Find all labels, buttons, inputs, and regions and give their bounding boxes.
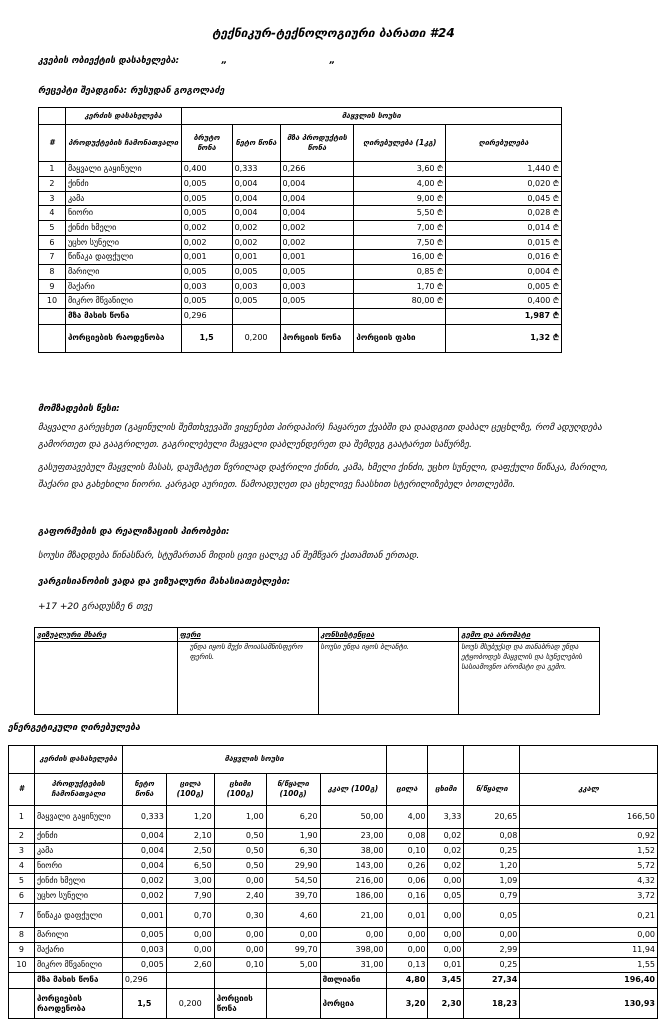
t1-portion-price-label: პორციის ფასი [354, 324, 446, 352]
t2-header-product: პროდუქტების ჩამონათვალი [34, 773, 122, 805]
t2-cell-protein100: 3,00 [166, 874, 214, 889]
t2-cell-kcal: 3,72 [520, 889, 658, 904]
storage-title: ვარგისიანობის ვადა და ვიზუალური მახასიათებლები: [38, 577, 291, 587]
t2-portion-weight-value: 0,200 [166, 989, 214, 1019]
energy-table [8, 745, 658, 1019]
t1-header-product: პროდუქტების ჩამონათვალი [65, 124, 181, 162]
t2-cell-num: 6 [9, 889, 35, 904]
visual-cell-consistency: სოუსი უნდა იყოს ბლანტი. [318, 642, 459, 715]
t1-portions-label: პორციების რაოდენობა [65, 324, 181, 352]
t1-cell-cost: 0,045 ₾ [446, 191, 562, 206]
t2-header-carb: ნ/წყალი [464, 773, 520, 805]
t2-cell-carb: 2,99 [464, 942, 520, 957]
t2-cell-fat: 0,02 [428, 844, 464, 859]
t2-cell-protein100: 2,50 [166, 844, 214, 859]
t2-header-num: # [9, 773, 35, 805]
t2-cell-protein100: 6,50 [166, 859, 214, 874]
t2-row [9, 844, 658, 859]
t1-cell-price-kg: 4,00 ₾ [354, 177, 446, 192]
t1-cell-total: 0,002 [280, 221, 354, 236]
t1-cell-cost: 1,440 ₾ [446, 162, 562, 177]
t1-cell-cost: 0,015 ₾ [446, 235, 562, 250]
t2-cell-net: 0,003 [122, 942, 166, 957]
t2-cell-net: 0,004 [122, 859, 166, 874]
t1-cell-cost: 0,020 ₾ [446, 177, 562, 192]
t2-header-kcal100: კკალ (100გ) [320, 773, 386, 805]
t2-row [9, 829, 658, 844]
t1-total-cost: 1,987 ₾ [446, 309, 562, 325]
t1-cell-cost: 0,005 ₾ [446, 279, 562, 294]
t1-cell-gross: 0,005 [181, 191, 232, 206]
t2-cell-fat100: 0,50 [214, 844, 266, 859]
t2-cell-fat: 0,02 [428, 829, 464, 844]
t2-cell-kcal100: 0,00 [320, 927, 386, 942]
t2-cell-product: მაყვალი გაყინული [34, 805, 122, 829]
t1-cell-cost: 0,004 ₾ [446, 265, 562, 280]
t2-portion-kcal: 130,93 [520, 989, 658, 1019]
t1-cell-gross: 0,002 [181, 221, 232, 236]
t2-cell-num: 5 [9, 874, 35, 889]
t1-header-num: # [39, 124, 66, 162]
t2-cell-protein100: 0,00 [166, 927, 214, 942]
t1-cell-net: 0,003 [232, 279, 280, 294]
t2-cell-kcal: 4,32 [520, 874, 658, 889]
t2-total-label: მზა მასის წონა [34, 972, 122, 988]
t1-cell-gross: 0,400 [181, 162, 232, 177]
t1-row [39, 235, 562, 250]
t2-portions-value: 1,5 [122, 989, 166, 1019]
t2-cell-fat100: 0,50 [214, 829, 266, 844]
t2-cell-carb: 0,00 [464, 927, 520, 942]
t1-cell-num: 9 [39, 279, 66, 294]
t1-cell-gross: 0,005 [181, 177, 232, 192]
t2-cell-carb: 0,79 [464, 889, 520, 904]
t2-cell-net: 0,001 [122, 904, 166, 928]
t2-cell-carb100: 1,90 [266, 829, 320, 844]
t2-cell-product: შაქარი [34, 942, 122, 957]
t2-total-net: 0,296 [122, 972, 166, 988]
t2-header-net: ნეტო წონა [122, 773, 166, 805]
t2-cell-num: 4 [9, 859, 35, 874]
t2-cell-protein: 0,01 [386, 904, 428, 928]
t1-cell-price-kg: 0,85 ₾ [354, 265, 446, 280]
t1-header-total: მზა პროდუქტის წონა [280, 124, 354, 162]
t2-cell-protein100: 2,10 [166, 829, 214, 844]
t1-cell-total: 0,005 [280, 294, 354, 309]
t2-cell-net: 0,004 [122, 829, 166, 844]
t1-portion-weight-label: პორციის წონა [280, 324, 354, 352]
t1-cell-num: 7 [39, 250, 66, 265]
visual-header-color: ფერი [177, 628, 318, 642]
t2-cell-product: ნიორი [34, 859, 122, 874]
t2-cell-protein: 0,16 [386, 889, 428, 904]
t2-cell-carb: 0,25 [464, 957, 520, 972]
t2-cell-carb100: 6,30 [266, 844, 320, 859]
t1-portion-weight-value: 0,200 [232, 324, 280, 352]
t1-portions-value: 1,5 [181, 324, 232, 352]
t2-cell-net: 0,002 [122, 889, 166, 904]
t1-cell-product: მარილი [65, 265, 181, 280]
t2-cell-protein100: 1,20 [166, 805, 214, 829]
t2-cell-kcal100: 216,00 [320, 874, 386, 889]
t2-cell-carb: 0,05 [464, 904, 520, 928]
t2-cell-kcal100: 21,00 [320, 904, 386, 928]
t2-cell-carb: 1,20 [464, 859, 520, 874]
t2-header-dish-name: მაყვლის სოუსი [122, 746, 386, 774]
t2-cell-kcal: 0,00 [520, 927, 658, 942]
t1-row [39, 162, 562, 177]
t2-cell-carb100: 5,00 [266, 957, 320, 972]
t1-cell-gross: 0,005 [181, 265, 232, 280]
t2-cell-kcal100: 31,00 [320, 957, 386, 972]
t2-cell-fat: 0,05 [428, 889, 464, 904]
t1-header-net: ნეტო წონა [232, 124, 280, 162]
t2-cell-protein100: 7,90 [166, 889, 214, 904]
t1-cell-num: 2 [39, 177, 66, 192]
t2-cell-fat100: 0,50 [214, 859, 266, 874]
t1-cell-num: 8 [39, 265, 66, 280]
visual-header-consistency: კონსისტენცია [318, 628, 459, 642]
t2-cell-carb100: 0,00 [266, 927, 320, 942]
t1-cell-net: 0,004 [232, 177, 280, 192]
t2-cell-kcal: 0,21 [520, 904, 658, 928]
t2-portion-weight-label: პორციის წონა [214, 989, 266, 1019]
t2-cell-product: წიწაკა დაფქული [34, 904, 122, 928]
t1-row [39, 191, 562, 206]
t2-header-protein100: ცილა (100გ) [166, 773, 214, 805]
t2-cell-kcal100: 50,00 [320, 805, 386, 829]
t1-cell-total: 0,004 [280, 191, 354, 206]
t2-row [9, 874, 658, 889]
t1-cell-net: 0,004 [232, 206, 280, 221]
t2-cell-num: 2 [9, 829, 35, 844]
t1-cell-net: 0,002 [232, 235, 280, 250]
t1-cell-product: მაყვალი გაყინული [65, 162, 181, 177]
t2-cell-fat100: 0,00 [214, 942, 266, 957]
t2-cell-carb100: 99,70 [266, 942, 320, 957]
t1-header-cost: ღირებულება [446, 124, 562, 162]
t2-portions-label: პორციების რაოდენობა [34, 989, 122, 1019]
t2-cell-product: მიკრო მწვანილი [34, 957, 122, 972]
t2-total-kcal: 196,40 [520, 972, 658, 988]
t2-cell-fat: 0,01 [428, 957, 464, 972]
t2-cell-carb100: 6,20 [266, 805, 320, 829]
t2-cell-num: 10 [9, 957, 35, 972]
t2-portion-fat: 2,30 [428, 989, 464, 1019]
t2-cell-fat: 3,33 [428, 805, 464, 829]
t2-cell-carb: 0,25 [464, 844, 520, 859]
t2-header-protein: ცილა [386, 773, 428, 805]
t2-cell-kcal100: 143,00 [320, 859, 386, 874]
dish-quote-open: „ [221, 56, 228, 66]
t1-cell-cost: 0,014 ₾ [446, 221, 562, 236]
t1-row [39, 250, 562, 265]
t2-cell-protein100: 0,00 [166, 942, 214, 957]
t1-cell-price-kg: 16,00 ₾ [354, 250, 446, 265]
t1-cell-price-kg: 9,00 ₾ [354, 191, 446, 206]
t1-cell-price-kg: 1,70 ₾ [354, 279, 446, 294]
t2-cell-fat: 0,00 [428, 874, 464, 889]
t2-total-sum-label: მთლიანი [320, 972, 386, 988]
t1-cell-cost: 0,400 ₾ [446, 294, 562, 309]
t2-cell-fat100: 2,40 [214, 889, 266, 904]
t2-cell-kcal100: 186,00 [320, 889, 386, 904]
t1-cell-total: 0,005 [280, 265, 354, 280]
t2-cell-kcal100: 38,00 [320, 844, 386, 859]
t2-cell-fat: 0,00 [428, 942, 464, 957]
t1-cell-total: 0,002 [280, 235, 354, 250]
t1-cell-num: 4 [39, 206, 66, 221]
t1-cell-product: ნიორი [65, 206, 181, 221]
t2-row [9, 889, 658, 904]
t2-cell-fat100: 0,00 [214, 927, 266, 942]
t1-row [39, 177, 562, 192]
t2-portion-protein: 3,20 [386, 989, 428, 1019]
storage-text: +17 +20 გრადუსზე 6 თვე [38, 602, 153, 612]
t2-header-kcal: კკალ [520, 773, 658, 805]
prep-title: მომზადების წესი: [38, 404, 120, 414]
t1-cell-net: 0,001 [232, 250, 280, 265]
t1-cell-total: 0,004 [280, 177, 354, 192]
t2-cell-num: 7 [9, 904, 35, 928]
t2-cell-product: ქინძი ხმელი [34, 874, 122, 889]
t1-total-gross: 0,296 [181, 309, 232, 325]
visual-cell-side [35, 642, 178, 715]
t1-row [39, 265, 562, 280]
t2-cell-product: ქინძი [34, 829, 122, 844]
visual-header-side: ვიზუალური მხარე [35, 628, 178, 642]
t2-cell-protein: 0,00 [386, 927, 428, 942]
t2-cell-num: 1 [9, 805, 35, 829]
t2-cell-net: 0,005 [122, 957, 166, 972]
dish-quote-close: „ [329, 56, 336, 66]
t1-cell-net: 0,005 [232, 294, 280, 309]
t2-row [9, 927, 658, 942]
t2-total-fat: 3,45 [428, 972, 464, 988]
t1-total-label: მზა მასის წონა [65, 309, 181, 325]
t1-cell-total: 0,003 [280, 279, 354, 294]
t1-cell-price-kg: 3,60 ₾ [354, 162, 446, 177]
t2-row [9, 942, 658, 957]
t2-row [9, 904, 658, 928]
t1-cell-net: 0,005 [232, 265, 280, 280]
t2-cell-fat100: 0,00 [214, 874, 266, 889]
t2-cell-protein: 0,06 [386, 874, 428, 889]
t2-portion-label: პორცია [320, 989, 386, 1019]
t1-cell-num: 10 [39, 294, 66, 309]
t2-cell-protein100: 2,60 [166, 957, 214, 972]
t2-cell-kcal: 1,55 [520, 957, 658, 972]
t2-cell-protein100: 0,70 [166, 904, 214, 928]
t2-cell-kcal100: 23,00 [320, 829, 386, 844]
t2-cell-kcal100: 398,00 [320, 942, 386, 957]
t1-header-gross: ბრუტო წონა [181, 124, 232, 162]
t1-cell-product: მიკრო მწვანილი [65, 294, 181, 309]
t1-cell-price-kg: 80,00 ₾ [354, 294, 446, 309]
t2-header-carb100: ნ/წყალი (100გ) [266, 773, 320, 805]
visual-table [34, 627, 600, 715]
t2-cell-protein: 0,08 [386, 829, 428, 844]
t2-cell-product: მარილი [34, 927, 122, 942]
t1-cell-total: 0,004 [280, 206, 354, 221]
t2-row [9, 859, 658, 874]
t2-cell-carb100: 29,90 [266, 859, 320, 874]
t2-cell-net: 0,002 [122, 874, 166, 889]
t1-cell-product: წიწაკა დაფქული [65, 250, 181, 265]
t2-cell-num: 8 [9, 927, 35, 942]
t1-cell-price-kg: 7,00 ₾ [354, 221, 446, 236]
t1-cell-total: 0,001 [280, 250, 354, 265]
t2-cell-fat: 0,00 [428, 904, 464, 928]
t1-cell-product: უცხო სუნელი [65, 235, 181, 250]
t1-cell-cost: 0,028 ₾ [446, 206, 562, 221]
t2-cell-net: 0,333 [122, 805, 166, 829]
t2-cell-protein: 4,00 [386, 805, 428, 829]
t1-cell-num: 1 [39, 162, 66, 177]
t2-cell-fat: 0,00 [428, 927, 464, 942]
t2-cell-fat100: 0,10 [214, 957, 266, 972]
page-title: ტექნიკურ-ტექნოლოგიური ბარათი #24 [212, 26, 455, 40]
t2-cell-net: 0,005 [122, 927, 166, 942]
t1-cell-price-kg: 7,50 ₾ [354, 235, 446, 250]
t2-portion-carb: 18,23 [464, 989, 520, 1019]
t2-total-carb: 27,34 [464, 972, 520, 988]
t2-cell-fat: 0,02 [428, 859, 464, 874]
t1-cell-gross: 0,003 [181, 279, 232, 294]
t2-cell-protein: 0,26 [386, 859, 428, 874]
t1-cell-total: 0,266 [280, 162, 354, 177]
t1-cell-gross: 0,002 [181, 235, 232, 250]
t2-cell-product: უცხო სუნელი [34, 889, 122, 904]
serve-title: გაფორმების და რეალიზაციის პირობები: [38, 527, 230, 537]
t1-portion-price-value: 1,32 ₾ [446, 324, 562, 352]
t1-cell-product: შაქარი [65, 279, 181, 294]
t1-cell-cost: 0,016 ₾ [446, 250, 562, 265]
t1-cell-product: ქინძი ხმელი [65, 221, 181, 236]
t1-row [39, 279, 562, 294]
t2-row [9, 805, 658, 829]
t1-cell-gross: 0,005 [181, 294, 232, 309]
t2-cell-product: კამა [34, 844, 122, 859]
t2-cell-kcal: 166,50 [520, 805, 658, 829]
t2-header-dish: კერძის დასახელება [34, 746, 122, 774]
t2-header-fat: ცხიმი [428, 773, 464, 805]
prep-paragraph-2: გასუფთავებულ მაყვლის მასას, დაუმატეთ წვრილად დაჭრილი ქინძი, კამა, ხმელი ქინძი, უცხო სუნელი, დაფქული წიწაკა, მარილი, შაქარი და გახეხილი ნიორი. კარგად აურიეთ. წამოადუღეთ და ცხელივე ჩაასხით სტერილიზებულ ბოთლებში. [38, 463, 608, 490]
t2-cell-num: 3 [9, 844, 35, 859]
t1-header-dish: კერძის დასახელება [65, 108, 181, 125]
t2-cell-kcal: 1,52 [520, 844, 658, 859]
t1-cell-gross: 0,001 [181, 250, 232, 265]
t2-row [9, 957, 658, 972]
t2-cell-fat100: 1,00 [214, 805, 266, 829]
t1-cell-net: 0,002 [232, 221, 280, 236]
t1-cell-net: 0,004 [232, 191, 280, 206]
t2-cell-carb100: 4,60 [266, 904, 320, 928]
t1-header-price-kg: ღირებულება (1კგ) [354, 124, 446, 162]
t1-row [39, 206, 562, 221]
t1-cell-num: 6 [39, 235, 66, 250]
t2-cell-fat100: 0,30 [214, 904, 266, 928]
t2-cell-net: 0,004 [122, 844, 166, 859]
energy-title: ენერგეტიკული ღირებულება [8, 723, 141, 733]
visual-cell-color: უნდა იყოს მუქი მოიასამნისფერო ფერის. [177, 642, 318, 715]
t2-cell-protein: 0,00 [386, 942, 428, 957]
t2-cell-protein: 0,13 [386, 957, 428, 972]
t1-row [39, 221, 562, 236]
t2-header-fat100: ცხიმი (100გ) [214, 773, 266, 805]
t2-total-protein: 4,80 [386, 972, 428, 988]
t1-cell-net: 0,333 [232, 162, 280, 177]
t2-cell-kcal: 11,94 [520, 942, 658, 957]
t2-cell-kcal: 5,72 [520, 859, 658, 874]
dish-name-line [38, 56, 335, 66]
t2-cell-carb: 0,08 [464, 829, 520, 844]
t2-cell-carb100: 54,50 [266, 874, 320, 889]
t1-cell-product: კამა [65, 191, 181, 206]
t1-cell-gross: 0,005 [181, 206, 232, 221]
prep-paragraph-1: მაყვალი გარეცხეთ (გაყინულის შემთხვევაში ვიყენებთ პირდაპირ) ჩაყარეთ ქვაბში და დაადგით დაბალ ცეცხლზე, რომ ადუღდება გამორთეთ და გააგრილეთ. გაგრილებული მაყვალი დაბლენდერეთ და შემდეგ გაატარეთ საწურზე. [38, 423, 602, 450]
t1-cell-num: 5 [39, 221, 66, 236]
t2-cell-carb: 1,09 [464, 874, 520, 889]
t1-cell-product: ქინძი [65, 177, 181, 192]
t2-cell-kcal: 0,92 [520, 829, 658, 844]
t2-cell-protein: 0,10 [386, 844, 428, 859]
t1-row [39, 294, 562, 309]
serve-text: სოუსი მზადდება წინასწარ, სტუმართან მიდის ცივი ცალკე ან შემწვარ ქათამთან ერთად. [38, 551, 420, 561]
t1-cell-price-kg: 5,50 ₾ [354, 206, 446, 221]
t1-cell-num: 3 [39, 191, 66, 206]
visual-cell-taste: სოუს მსუბუქად და თანაბრად უნდა ეტყობოდეს მაყვლის და სუნელების სასიამოვნო არომატი და გემო. [459, 642, 600, 715]
t2-cell-carb100: 39,70 [266, 889, 320, 904]
t2-cell-carb: 20,65 [464, 805, 520, 829]
t1-header-dish-name: მაყვლის სოუსი [181, 108, 561, 125]
cost-table [38, 107, 562, 353]
author-line: რეცეპტი შეადგინა: რუსუდან გოგოლაძე [38, 86, 225, 96]
t2-cell-num: 9 [9, 942, 35, 957]
visual-header-taste: გემო და არომატი [459, 628, 600, 642]
dish-name-label: კვების ობიექტის დასახელება: [38, 56, 180, 66]
